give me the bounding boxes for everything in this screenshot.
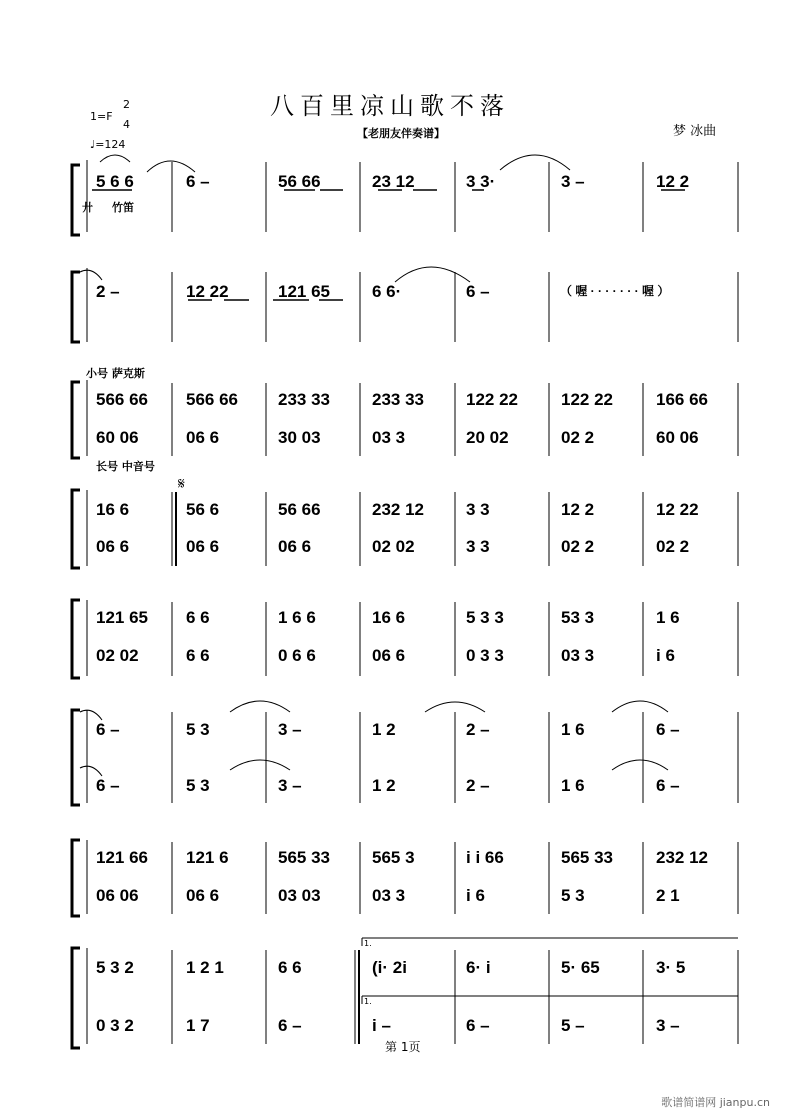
measure-7-bottom-5: i 6 <box>466 886 485 905</box>
measure-7-bottom-6: 5 3 <box>561 886 585 905</box>
measure-6-bottom-6: 1 6 <box>561 776 585 795</box>
measure-2-top-3: 121 65 <box>278 282 330 301</box>
measure-6-bottom-7: 6 – <box>656 776 680 795</box>
measure-8-bottom-3: 6 – <box>278 1016 302 1035</box>
measure-3-bottom-6: 02 2 <box>561 428 595 447</box>
measure-4-bottom-1: 06 6 <box>96 537 130 556</box>
measure-3-bottom-7: 60 06 <box>656 428 699 447</box>
measure-3-top-2: 566 66 <box>186 390 238 409</box>
measure-5-bottom-6: 03 3 <box>561 646 595 665</box>
lyric-vocal: （ 喔 · · · · · · · 喔 ） <box>560 284 670 298</box>
measure-6-bottom-5: 2 – <box>466 776 490 795</box>
measure-4-bottom-7: 02 2 <box>656 537 690 556</box>
watermark: 歌谱简谱网 jianpu.cn <box>661 1096 770 1109</box>
measure-6-top-1: 6 – <box>96 720 120 739</box>
measure-7-bottom-7: 2 1 <box>656 886 680 905</box>
volta-ending-1-bottom: 1. <box>364 997 372 1006</box>
system-2-lines <box>72 268 738 342</box>
measure-2-top-5: 6 – <box>466 282 490 301</box>
measure-6-top-5: 2 – <box>466 720 490 739</box>
volta-ending-1-top: 1. <box>364 939 372 948</box>
measure-1-top-3: 56 66 <box>278 172 321 191</box>
measure-3-top-1: 566 66 <box>96 390 148 409</box>
measure-3-top-7: 166 66 <box>656 390 708 409</box>
measure-7-top-5: i i 66 <box>466 848 504 867</box>
measure-6-top-6: 1 6 <box>561 720 585 739</box>
measure-8-bottom-4: i – <box>372 1016 391 1035</box>
measure-6-top-4: 1 2 <box>372 720 396 739</box>
measure-3-top-3: 233 33 <box>278 390 330 409</box>
measure-4-top-6: 12 2 <box>561 500 595 519</box>
measure-7-top-4: 565 3 <box>372 848 415 867</box>
measure-5-top-5: 5 3 3 <box>466 608 504 627</box>
measure-1-top-4: 23 12 <box>372 172 415 191</box>
measure-3-top-6: 122 22 <box>561 390 613 409</box>
measure-8-bottom-2: 1 7 <box>186 1016 210 1035</box>
measure-4-bottom-5: 3 3 <box>466 537 490 556</box>
measure-8-top-1: 5 3 2 <box>96 958 134 977</box>
measure-7-top-3: 565 33 <box>278 848 330 867</box>
measure-3-top-4: 233 33 <box>372 390 424 409</box>
measure-4-bottom-2: 06 6 <box>186 537 220 556</box>
measure-1-top-2: 6 – <box>186 172 210 191</box>
instrument-label-trumpet-sax: 小号 萨克斯 <box>86 367 145 380</box>
measure-8-top-2: 1 2 1 <box>186 958 224 977</box>
measure-5-top-2: 6 6 <box>186 608 210 627</box>
measure-5-bottom-4: 06 6 <box>372 646 406 665</box>
composer: 梦 冰曲 <box>673 124 717 139</box>
measure-4-bottom-3: 06 6 <box>278 537 312 556</box>
measure-6-bottom-4: 1 2 <box>372 776 396 795</box>
measure-4-top-4: 232 12 <box>372 500 424 519</box>
measure-6-top-2: 5 3 <box>186 720 210 739</box>
measure-5-top-7: 1 6 <box>656 608 680 627</box>
key-signature: 1=F <box>90 110 113 123</box>
measure-5-bottom-2: 6 6 <box>186 646 210 665</box>
system-8-lines <box>72 938 738 1048</box>
slurs <box>80 155 668 776</box>
segno-icon: 𝄋 <box>178 474 185 493</box>
tempo-marking: ♩=124 <box>90 138 126 151</box>
system-6-lines <box>72 710 738 805</box>
measure-2-top-2: 12 22 <box>186 282 229 301</box>
measure-1-top-6: 3 – <box>561 172 585 191</box>
measure-3-bottom-3: 30 03 <box>278 428 321 447</box>
measure-4-top-2: 56 6 <box>186 500 220 519</box>
measure-7-top-2: 121 6 <box>186 848 229 867</box>
measure-6-bottom-1: 6 – <box>96 776 120 795</box>
measure-8-top-6: 5· 65 <box>561 958 600 977</box>
measure-6-bottom-3: 3 – <box>278 776 302 795</box>
song-title: 八百里凉山歌不落 <box>270 92 510 120</box>
measure-6-top-7: 6 – <box>656 720 680 739</box>
instrument-label-dizi: 竹笛 <box>112 201 134 214</box>
measure-8-bottom-7: 3 – <box>656 1016 680 1035</box>
measure-7-bottom-3: 03 03 <box>278 886 321 905</box>
measure-8-top-4: (i· 2i <box>372 958 407 977</box>
measure-5-bottom-3: 0 6 6 <box>278 646 316 665</box>
measure-1-top-1: 5 6 6 <box>96 172 134 191</box>
measure-7-top-7: 232 12 <box>656 848 708 867</box>
page-number: 第 1页 <box>385 1040 421 1054</box>
measure-2-top-4: 6 6· <box>372 282 402 301</box>
measure-6-top-3: 3 – <box>278 720 302 739</box>
measure-3-bottom-2: 06 6 <box>186 428 220 447</box>
measure-5-bottom-1: 02 02 <box>96 646 139 665</box>
measure-8-top-5: 6· i <box>466 958 491 977</box>
measure-5-bottom-5: 0 3 3 <box>466 646 504 665</box>
measure-5-top-3: 1 6 6 <box>278 608 316 627</box>
measure-4-bottom-6: 02 2 <box>561 537 595 556</box>
measure-5-top-1: 121 65 <box>96 608 148 627</box>
time-signature-numerator: 2 <box>123 98 130 111</box>
measure-8-top-3: 6 6 <box>278 958 302 977</box>
measure-4-top-3: 56 66 <box>278 500 321 519</box>
measure-7-top-1: 121 66 <box>96 848 148 867</box>
measure-5-bottom-7: i 6 <box>656 646 675 665</box>
measure-1-top-7: 12 2 <box>656 172 690 191</box>
instrument-symbol: 廾 <box>82 201 93 214</box>
time-signature-denominator: 4 <box>123 118 130 131</box>
measure-5-top-6: 53 3 <box>561 608 595 627</box>
measure-2-top-1: 2 – <box>96 282 120 301</box>
measure-3-bottom-5: 20 02 <box>466 428 509 447</box>
measure-7-bottom-1: 06 06 <box>96 886 139 905</box>
measure-3-bottom-1: 60 06 <box>96 428 139 447</box>
measure-7-bottom-4: 03 3 <box>372 886 406 905</box>
measure-8-bottom-1: 0 3 2 <box>96 1016 134 1035</box>
arrangement-subtitle: 【老朋友伴奏谱】 <box>357 127 445 140</box>
measure-7-top-6: 565 33 <box>561 848 613 867</box>
measure-8-bottom-5: 6 – <box>466 1016 490 1035</box>
measure-5-top-4: 16 6 <box>372 608 406 627</box>
measure-7-bottom-2: 06 6 <box>186 886 220 905</box>
measure-4-top-1: 16 6 <box>96 500 130 519</box>
measure-1-top-5: 3 3· <box>466 172 496 191</box>
measure-3-top-5: 122 22 <box>466 390 518 409</box>
measure-3-bottom-4: 03 3 <box>372 428 406 447</box>
measure-4-top-7: 12 22 <box>656 500 699 519</box>
measure-8-bottom-6: 5 – <box>561 1016 585 1035</box>
instrument-label-horn-alto: 长号 中音号 <box>96 460 155 473</box>
measure-4-bottom-4: 02 02 <box>372 537 415 556</box>
measure-4-top-5: 3 3 <box>466 500 490 519</box>
measure-6-bottom-2: 5 3 <box>186 776 210 795</box>
measure-8-top-7: 3· 5 <box>656 958 686 977</box>
